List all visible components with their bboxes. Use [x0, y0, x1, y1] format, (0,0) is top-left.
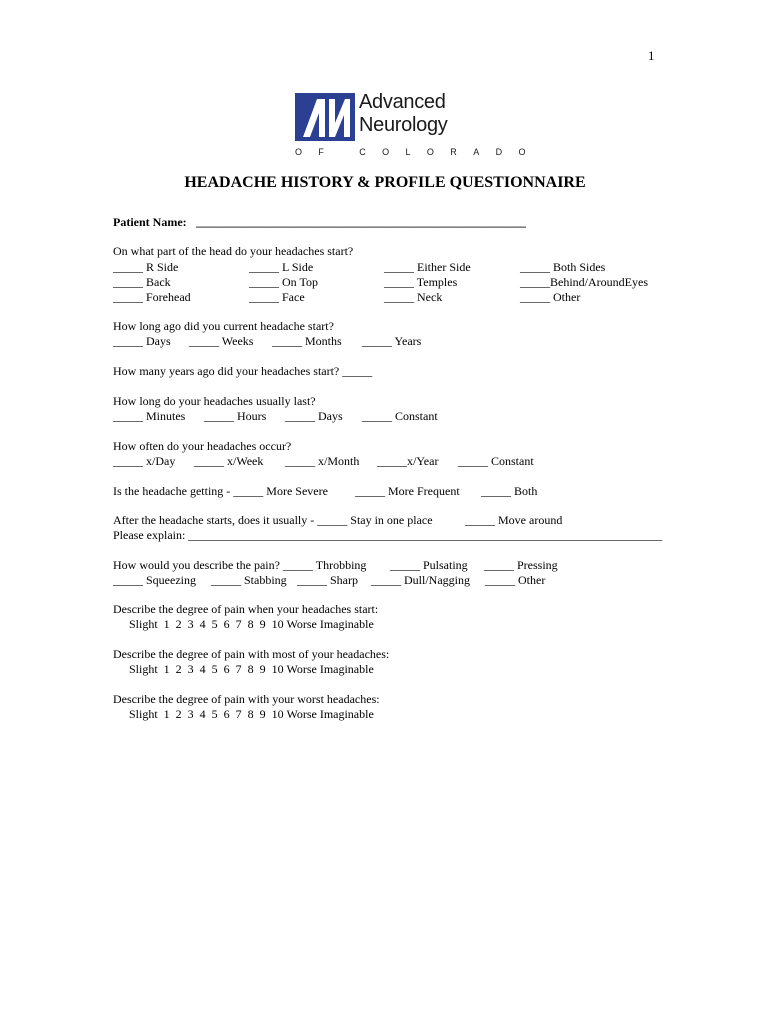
option-weeks-ago[interactable]: _____ Weeks [189, 334, 254, 348]
explain-field[interactable]: Please explain: _______________________________________________________________________________ [113, 528, 663, 542]
option-constant-frequency[interactable]: _____ Constant [458, 454, 534, 468]
question-pain-start: Describe the degree of pain when your headaches start: [113, 602, 379, 616]
option-move-around[interactable]: _____ Move around [465, 513, 563, 527]
option-both[interactable]: _____ Both [481, 484, 538, 498]
logo-subtitle: OF COLORADO [295, 147, 542, 157]
option-hours[interactable]: _____ Hours [204, 409, 267, 423]
option-squeezing[interactable]: _____ Squeezing [113, 573, 196, 587]
option-more-frequent[interactable]: _____ More Frequent [355, 484, 460, 498]
question-movement[interactable]: After the headache starts, does it usually - _____ Stay in one place [113, 513, 433, 527]
option-per-year[interactable]: _____x/Year [377, 454, 439, 468]
option-stabbing[interactable]: _____ Stabbing [211, 573, 287, 587]
option-on-top[interactable]: _____ On Top [249, 275, 318, 289]
option-other-location[interactable]: _____ Other [520, 290, 581, 304]
option-forehead[interactable]: _____ Forehead [113, 290, 191, 304]
option-other-pain[interactable]: _____ Other [485, 573, 546, 587]
question-current-headache-start: How long ago did you current headache start? [113, 319, 334, 333]
option-minutes[interactable]: _____ Minutes [113, 409, 186, 423]
question-frequency: How often do your headaches occur? [113, 439, 292, 453]
pain-scale-most[interactable]: Slight 1 2 3 4 5 6 7 8 9 10 Worse Imaginable [129, 662, 374, 676]
patient-name-label: Patient Name: [113, 215, 187, 229]
pain-scale-worst[interactable]: Slight 1 2 3 4 5 6 7 8 9 10 Worse Imaginable [129, 707, 374, 721]
question-head-location: On what part of the head do your headaches start? [113, 244, 354, 258]
option-r-side[interactable]: _____ R Side [113, 260, 179, 274]
option-face[interactable]: _____ Face [249, 290, 305, 304]
option-behind-around-eyes[interactable]: _____Behind/AroundEyes [520, 275, 648, 289]
logo-line-1: Advanced [359, 91, 446, 113]
option-per-week[interactable]: _____ x/Week [194, 454, 264, 468]
option-constant-duration[interactable]: _____ Constant [362, 409, 438, 423]
option-years-ago[interactable]: _____ Years [362, 334, 422, 348]
question-duration: How long do your headaches usually last? [113, 394, 316, 408]
option-duration-days[interactable]: _____ Days [285, 409, 343, 423]
option-pulsating[interactable]: _____ Pulsating [390, 558, 468, 572]
option-dull-nagging[interactable]: _____ Dull/Nagging [371, 573, 470, 587]
page-number: 1 [648, 48, 655, 63]
option-days-ago[interactable]: _____ Days [113, 334, 171, 348]
option-sharp[interactable]: _____ Sharp [297, 573, 358, 587]
pain-scale-start[interactable]: Slight 1 2 3 4 5 6 7 8 9 10 Worse Imaginable [129, 617, 374, 631]
page-title: HEADACHE HISTORY & PROFILE QUESTIONNAIRE [184, 174, 586, 191]
option-either-side[interactable]: _____ Either Side [384, 260, 471, 274]
question-pain-most: Describe the degree of pain with most of your headaches: [113, 647, 390, 661]
option-per-month[interactable]: _____ x/Month [285, 454, 360, 468]
option-temples[interactable]: _____ Temples [384, 275, 458, 289]
option-pressing[interactable]: _____ Pressing [484, 558, 558, 572]
an-monogram-logo-icon [295, 93, 355, 141]
option-both-sides[interactable]: _____ Both Sides [520, 260, 606, 274]
logo [295, 91, 542, 159]
question-years-since-start[interactable]: How many years ago did your headaches start? _____ [113, 364, 373, 378]
option-months-ago[interactable]: _____ Months [272, 334, 342, 348]
question-pain-description[interactable]: How would you describe the pain? _____ Throbbing [113, 558, 367, 572]
patient-name-field[interactable]: _______________________________________________________ [196, 215, 526, 229]
logo-line-2: Neurology [359, 114, 448, 136]
question-pain-worst: Describe the degree of pain with your worst headaches: [113, 692, 380, 706]
option-l-side[interactable]: _____ L Side [249, 260, 314, 274]
question-getting-worse[interactable]: Is the headache getting - _____ More Severe [113, 484, 328, 498]
option-neck[interactable]: _____ Neck [384, 290, 443, 304]
option-per-day[interactable]: _____ x/Day [113, 454, 176, 468]
option-back[interactable]: _____ Back [113, 275, 171, 289]
